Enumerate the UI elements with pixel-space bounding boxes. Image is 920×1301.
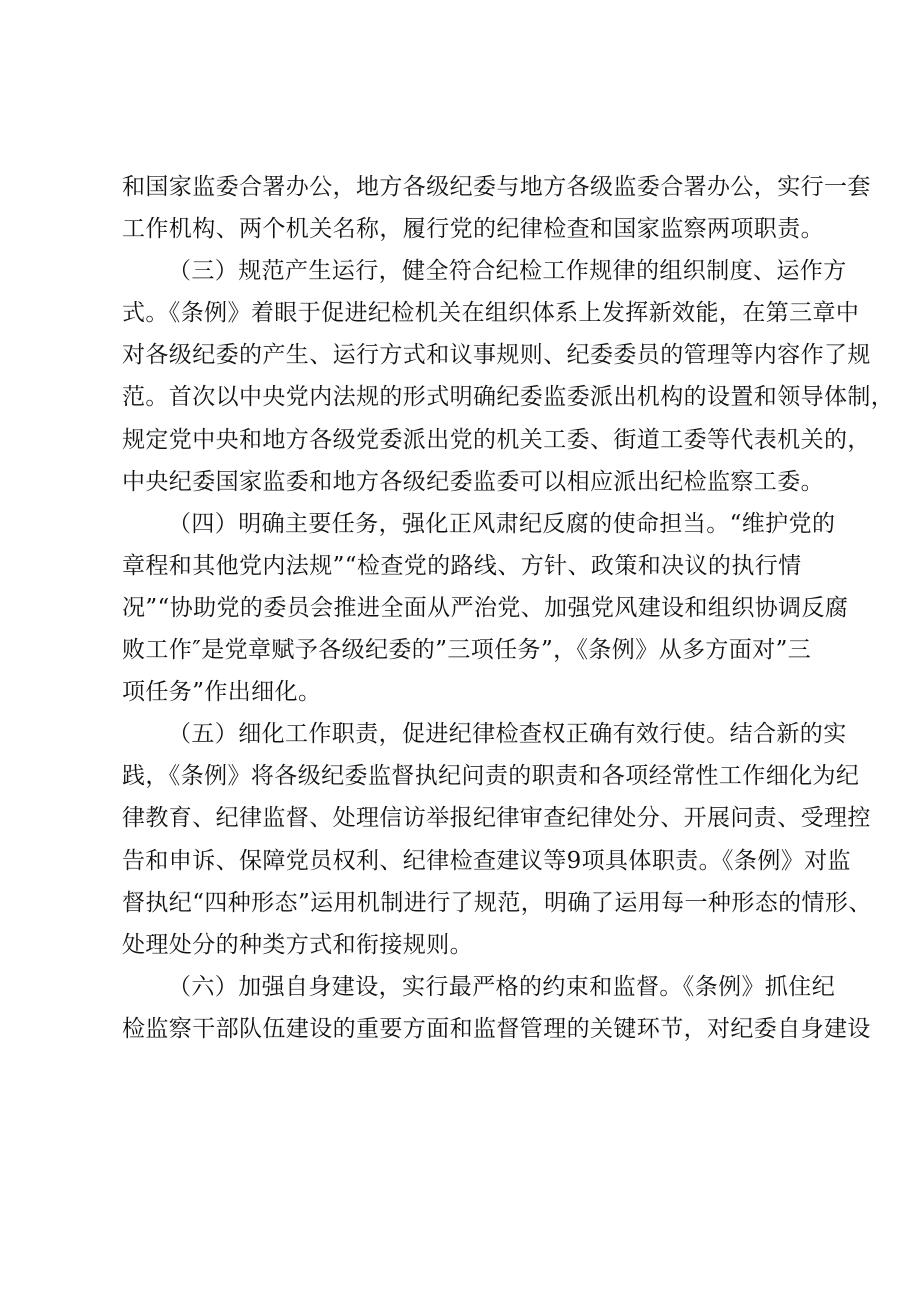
text-line: 中央纪委国家监委和地方各级纪委监委可以相应派出纪检监察工委。 <box>122 468 824 495</box>
text-line: （四）明确主要任务，强化正风肃纪反腐的使命担当。“维护党的 <box>168 510 836 537</box>
text-line: （三）规范产生运行，健全符合纪检工作规律的组织制度、运作方 <box>168 258 847 285</box>
text-line: 督执纪“四种形态”运用机制进行了规范，明确了运用每一种形态的情形、 <box>122 889 872 916</box>
text-line: 式。《条例》着眼于促进纪检机关在组织体系上发挥新效能，在第三章中 <box>122 300 860 327</box>
text-line: 工作机构、两个机关名称，履行党的纪律检查和国家监察两项职责。 <box>122 216 824 243</box>
text-line: 和国家监委合署办公，地方各级纪委与地方各级监委合署办公，实行一套 <box>122 174 871 200</box>
text-line: 规定党中央和地方各级党委派出党的机关工委、街道工委等代表机关的， <box>122 426 871 453</box>
text-line: 处理处分的种类方式和衔接规则。 <box>122 931 473 958</box>
text-line: 项任务”作出细化。 <box>122 679 322 706</box>
text-line: 况”“协助党的委员会推进全面从严治党、加强党风建设和组织协调反腐 <box>122 594 849 621</box>
paragraph-section-6 <box>122 966 871 1050</box>
paragraph-continuation <box>122 166 871 250</box>
text-line: 检监察干部队伍建设的重要方面和监督管理的关键环节，对纪委自身建设 <box>122 1015 871 1042</box>
text-line: 败工作″是党章赋予各级纪委的”三项任务”，《条例》从多方面对”三 <box>122 637 812 664</box>
text-line: （五）细化工作职责，促进纪律检查权正确有效行使。结合新的实 <box>168 721 847 748</box>
paragraph-section-3 <box>122 250 895 503</box>
paragraph-section-4 <box>122 503 849 713</box>
text-line: （六）加强自身建设，实行最严格的约束和监督。《条例》抓住纪 <box>168 973 836 1000</box>
text-line: 章程和其他党内法规”“检查党的路线、方针、政策和决议的执行情 <box>122 552 802 579</box>
text-line: 告和申诉、保障党员权利、纪律检查建议等9项具体职责。《条例》对监 <box>122 847 851 874</box>
text-line: 对各级纪委的产生、运行方式和议事规则、纪委委员的管理等内容作了规 <box>122 342 871 369</box>
paragraph-section-5 <box>122 713 872 966</box>
text-line: 范。首次以中央党内法规的形式明确纪委监委派出机构的设置和领导体制， <box>122 384 895 411</box>
text-line: 践，《条例》将各级纪委监督执纪问责的职责和各项经常性工作细化为纪 <box>122 763 860 790</box>
document-body <box>122 166 895 1050</box>
text-line: 律教育、纪律监督、处理信访举报纪律审查纪律处分、开展问责、受理控 <box>122 805 871 832</box>
